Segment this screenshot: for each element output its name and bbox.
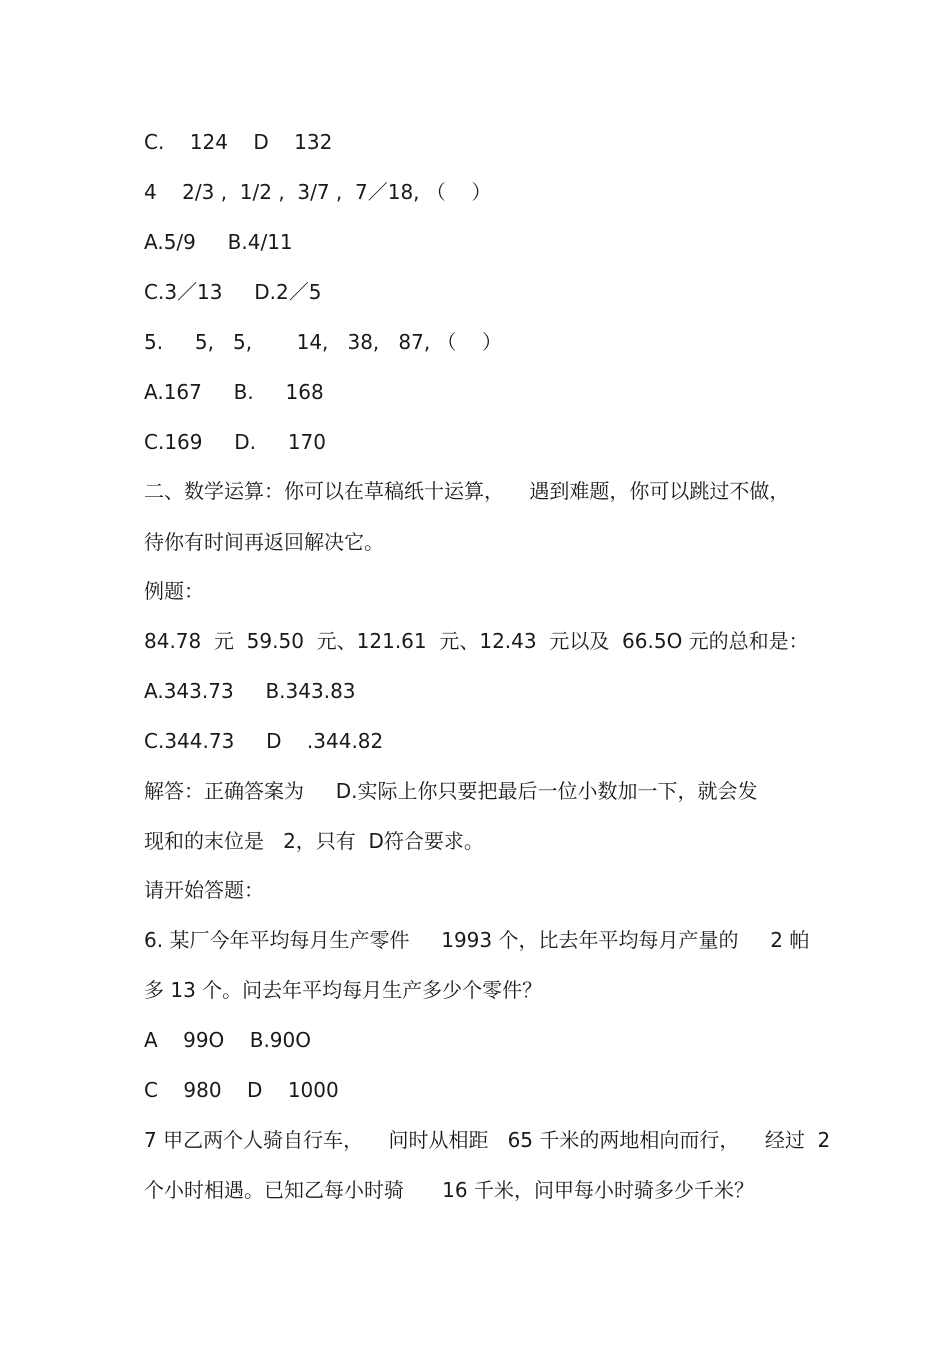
answer-explanation: 解答：正确答案为 D.实际上你只要把最后一位小数加一下，就会发 — [144, 779, 758, 803]
start-answering-label: 请开始答题： — [144, 878, 264, 902]
text-line: C.169 D. 170 — [144, 430, 327, 454]
text-line: 5. 5, 5, 14, 38, 87, （ ） — [144, 330, 502, 354]
text-line: 84.78 元 59.50 元、121.61 元、12.43 元以及 66.5O 元的总和是： — [144, 629, 809, 653]
text-line: A 99O B.90O — [144, 1028, 312, 1052]
text-line: C.344.73 D .344.82 — [144, 729, 384, 753]
text-line: 待你有时间再返回解决它。 — [144, 530, 384, 554]
text-line: A.343.73 B.343.83 — [144, 679, 356, 703]
text-line: 4 2/3 , 1/2 , 3/7 , 7／18, （ ） — [144, 180, 492, 204]
text-line: 多 13 个。问去年平均每月生产多少个零件？ — [144, 978, 543, 1002]
question-7: 7 甲乙两个人骑自行车， 问时从相距 65 千米的两地相向而行， 经过 2 — [144, 1128, 831, 1152]
text-line: C. 124 D 132 — [144, 130, 333, 154]
text-line: 个小时相遇。已知乙每小时骑 16 千米，问甲每小时骑多少千米？ — [144, 1178, 754, 1202]
question-6: 6. 某厂今年平均每月生产零件 1993 个，比去年平均每月产量的 2 帕 — [144, 928, 810, 952]
text-line: 现和的末位是 2，只有 D符合要求。 — [144, 829, 484, 853]
text-line: A.167 B. 168 — [144, 380, 324, 404]
example-label: 例题： — [144, 579, 204, 603]
text-line: C.3／13 D.2／5 — [144, 280, 322, 304]
text-line: C 980 D 1000 — [144, 1078, 339, 1102]
text-line: A.5/9 B.4/11 — [144, 230, 293, 254]
section-heading-text: 二、数学运算：你可以在草稿纸十运算， 遇到难题，你可以跳过不做， — [144, 479, 790, 503]
